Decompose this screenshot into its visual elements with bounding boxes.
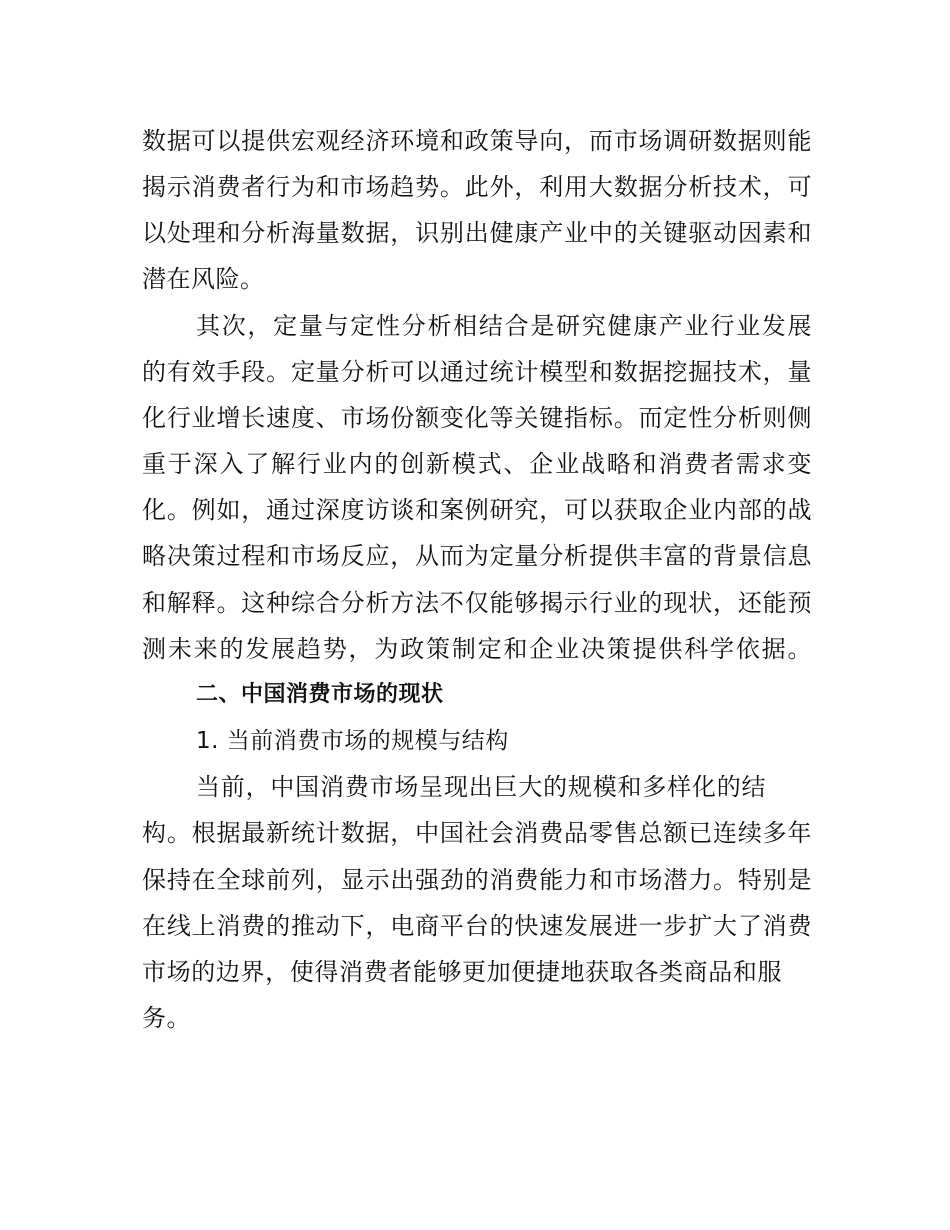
paragraph-line: 务。 <box>142 1004 191 1032</box>
paragraph-line: 其次，定量与定性分析相结合是研究健康产业行业发展 <box>196 312 812 340</box>
paragraph-line: 和解释。这种综合分析方法不仅能够揭示行业的现状，还能预 <box>142 589 812 617</box>
paragraph-line: 数据可以提供宏观经济环境和政策导向，而市场调研数据则能 <box>142 127 812 155</box>
paragraph-line: 测未来的发展趋势，为政策制定和企业决策提供科学依据。 <box>142 635 812 663</box>
subsection-heading: 1. 当前消费市场的规模与结构 <box>196 728 509 754</box>
paragraph-line: 揭示消费者行为和市场趋势。此外，利用大数据分析技术，可 <box>142 173 812 201</box>
paragraph-line: 以处理和分析海量数据，识别出健康产业中的关键驱动因素和 <box>142 219 812 247</box>
paragraph-line: 在线上消费的推动下，电商平台的快速发展进一步扩大了消费 <box>142 912 812 940</box>
paragraph-line: 构。根据最新统计数据，中国社会消费品零售总额已连续多年 <box>142 819 812 847</box>
paragraph-line: 化。例如，通过深度访谈和案例研究，可以获取企业内部的战 <box>142 496 812 524</box>
paragraph-line: 市场的边界，使得消费者能够更加便捷地获取各类商品和服 <box>142 958 782 986</box>
paragraph-line: 当前，中国消费市场呈现出巨大的规模和多样化的结 <box>196 773 766 801</box>
paragraph-line: 潜在风险。 <box>142 265 265 293</box>
paragraph-line: 的有效手段。定量分析可以通过统计模型和数据挖掘技术，量 <box>142 358 812 386</box>
paragraph-line: 略决策过程和市场反应，从而为定量分析提供丰富的背景信息 <box>142 542 812 570</box>
paragraph-line: 保持在全球前列，显示出强劲的消费能力和市场潜力。特别是 <box>142 866 812 894</box>
paragraph-line: 重于深入了解行业内的创新模式、企业战略和消费者需求变 <box>142 450 812 478</box>
paragraph-line: 化行业增长速度、市场份额变化等关键指标。而定性分析则侧 <box>142 404 812 432</box>
section-heading: 二、中国消费市场的现状 <box>196 682 444 707</box>
